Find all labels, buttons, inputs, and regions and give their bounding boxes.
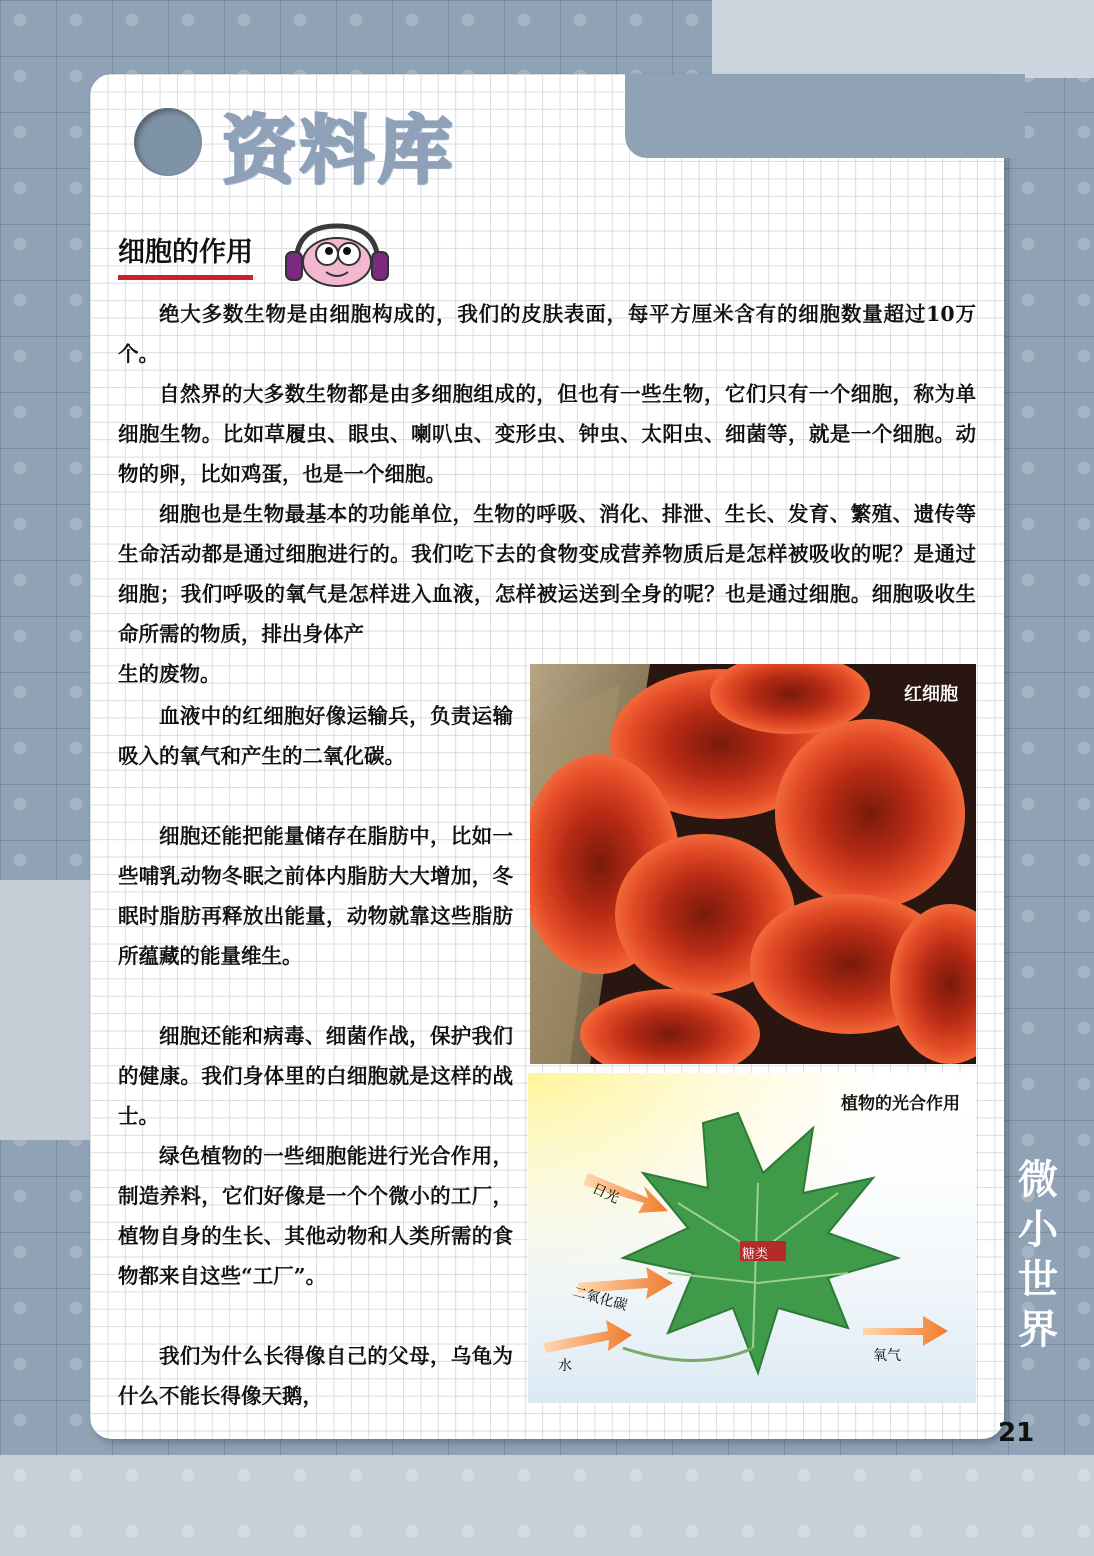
background-left-panel xyxy=(0,880,92,1140)
photosynthesis-figure xyxy=(528,1073,976,1403)
page-title: 资料库 xyxy=(222,108,456,194)
photosynthesis-caption: 植物的光合作用 xyxy=(841,1094,960,1114)
paragraph-5: 细胞还能把能量储存在脂肪中，比如一些哺乳动物冬眠之前体内脂肪大大增加，冬眠时脂肪再释放出能量，动物就靠这些脂肪所蕴藏的能量维生。 xyxy=(118,824,513,968)
co2-label: 二氧化碳 xyxy=(570,1283,629,1314)
paragraph-1: 绝大多数生物是由细胞构成的，我们的皮肤表面，每平方厘米含有的细胞数量超过10万个。 xyxy=(118,302,976,366)
paragraph-8: 我们为什么长得像自己的父母，乌龟为什么不能长得像天鹅， xyxy=(118,1344,513,1408)
paragraph-4: 血液中的红细胞好像运输兵，负责运输吸入的氧气和产生的二氧化碳。 xyxy=(118,704,513,768)
red-blood-cell-illustration xyxy=(530,664,976,1064)
background-bottom-strip xyxy=(0,1455,1094,1556)
water-label: 水 xyxy=(558,1358,572,1374)
paragraph-3: 细胞也是生物最基本的功能单位，生物的呼吸、消化、排泄、生长、发育、繁殖、遗传等生命活动都是通过细胞进行的。我们吃下去的食物变成营养物质后是怎样被吸收的呢？是通过细胞；我们呼吸的氧气是怎样进入血液，怎样被运送到全身的呢？也是通过细胞。细胞吸收生命所需的物质，排出身体产 xyxy=(118,502,976,646)
sunlight-label: 日光 xyxy=(589,1180,622,1208)
background-light-block xyxy=(712,0,1094,78)
paragraph-3-end: 生的废物。 xyxy=(118,662,221,686)
paragraph-7: 绿色植物的一些细胞能进行光合作用，制造养料，它们好像是一个个微小的工厂，植物自身的生长、其他动物和人类所需的食物都来自这些“工厂”。 xyxy=(118,1144,513,1288)
paragraph-2: 自然界的大多数生物都是由多细胞组成的，但也有一些生物，它们只有一个细胞，称为单细胞生物。比如草履虫、眼虫、喇叭虫、变形虫、钟虫、太阳虫、细菌等，就是一个细胞。动物的卵，比如鸡蛋，也是一个细胞。 xyxy=(118,382,976,486)
rbc-caption: 红细胞 xyxy=(904,684,958,705)
red-blood-cell-photo xyxy=(530,664,976,1064)
binder-hole xyxy=(134,108,202,176)
oxygen-label: 氧气 xyxy=(873,1348,901,1364)
section-title: 细胞的作用 xyxy=(118,230,253,280)
maple-leaf-illustration xyxy=(528,1073,976,1403)
page-number: 21 xyxy=(998,1418,1035,1448)
chapter-side-label: 微小世界 xyxy=(1018,1157,1058,1353)
card-notch xyxy=(625,74,1025,158)
paragraph-6: 细胞还能和病毒、细菌作战，保护我们的健康。我们身体里的白细胞就是这样的战士。 xyxy=(118,1024,513,1128)
headphone-mascot-icon xyxy=(282,220,392,290)
sugar-label: 糖类 xyxy=(742,1247,769,1262)
